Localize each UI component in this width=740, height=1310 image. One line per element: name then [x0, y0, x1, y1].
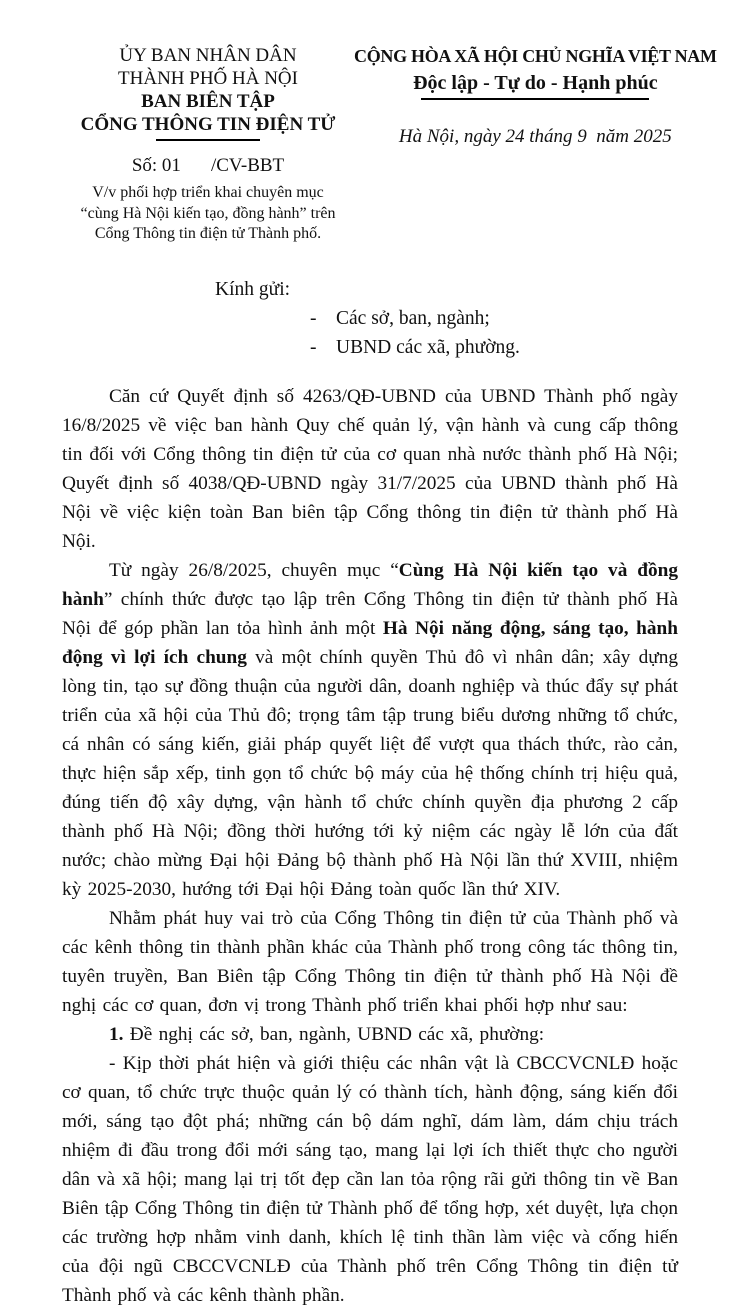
paragraph-text-run: Đề nghị các sở, ban, ngành, UBND các xã, phường: — [123, 1023, 545, 1045]
subject-line-2: “cùng Hà Nội kiến tạo, đồng hành” trên — [80, 204, 336, 222]
paragraph — [62, 382, 678, 556]
paragraph-bold-run: 1. — [109, 1023, 124, 1045]
recipient-list — [62, 304, 678, 362]
recipient-text: UBND các xã, phường. — [336, 336, 520, 358]
list-dash-marker: - — [310, 307, 317, 329]
subject-line-3: Cổng Thông tin điện tử Thành phố. — [94, 225, 322, 242]
subject-line-1: V/v phối hợp triển khai chuyên mục — [92, 184, 324, 201]
paragraph — [62, 1020, 678, 1049]
place-date-line: Hà Nội, ngày 24 tháng 9 năm 2025 — [398, 126, 672, 147]
agency-name-line1: BAN BIÊN TẬP — [141, 91, 275, 112]
paragraph-text-run: - Kịp thời phát hiện và giới thiệu các nhân vật là CBCCVCNLĐ hoặc cơ quan, tổ chức trực thuộc quản lý có thành tích, hành động, sáng kiến đổi mới, sáng tạo đột phá; những cán bộ dám nghĩ, dám làm, dám chịu trách nhiệm đi đầu trong đổi mới sáng tạo, mang lại lợi ích thiết thực cho người dân và xã hội; mang lại trị tốt đẹp cần lan tỏa rộng rãi gửi thông tin về Ban Biên tập Cổng Thông tin điện tử Thành phố để tổng hợp, xét duyệt, lựa chọn các trường hợp nhằm vinh danh, khích lệ tinh thần làm việc và cống hiến của đội ngũ CBCCVCNLĐ của Thành phố trên Cổng Thông tin điện tử Thành phố và các kênh thành phần. — [62, 1052, 678, 1306]
salutation: Kính gửi: — [215, 278, 291, 300]
document-number-suffix: /CV-BBT — [210, 155, 285, 176]
motto-underline — [421, 98, 649, 100]
paragraph-text-run: Nhằm phát huy vai trò của Cổng Thông tin điện tử của Thành phố và các kênh thông tin thành phần khác của Thành phố trong công tác thông tin, tuyên truyền, Ban Biên tập Cổng Thông tin điện tử thành phố Hà Nội đề nghị các cơ quan, đơn vị trong Thành phố triển khai phối hợp như sau: — [62, 907, 678, 1016]
paragraph-text-run: Từ ngày 26/8/2025, chuyên mục “ — [109, 559, 399, 581]
document-body — [62, 382, 678, 1310]
national-header-block — [354, 44, 717, 148]
recipient-text: Các sở, ban, ngành; — [336, 307, 490, 329]
list-dash-marker: - — [310, 336, 317, 358]
agency-parent-line2: THÀNH PHỐ HÀ NỘI — [118, 68, 298, 89]
paragraph — [62, 556, 678, 904]
document-subject — [62, 183, 354, 245]
agency-name-line2: CỔNG THÔNG TIN ĐIỆN TỬ — [80, 114, 336, 135]
paragraph-bold-run: Cùng Hà Nội kiến tạo và đồng hành — [62, 559, 678, 610]
recipient-item — [310, 304, 678, 333]
issuing-agency-block — [62, 44, 354, 245]
recipient-item — [310, 333, 678, 362]
paragraph — [62, 904, 678, 1020]
agency-underline — [156, 139, 260, 141]
paragraph-text-run: Căn cứ Quyết định số 4263/QĐ-UBND của UBND Thành phố ngày 16/8/2025 về việc ban hành Quy chế quản lý, vận hành và cung cấp thông tin đối với Cổng thông tin điện tử của cơ quan nhà nước thành phố Hà Nội; Quyết định số 4038/QĐ-UBND ngày 31/7/2025 của UBND thành phố Hà Nội về việc kiện toàn Ban biên tập Cổng thông tin điện tử thành phố Hà Nội. — [62, 385, 678, 552]
paragraph — [62, 1049, 678, 1310]
document-number-label: Số: 01 — [131, 155, 181, 176]
agency-parent-line1: ỦY BAN NHÂN DÂN — [119, 45, 297, 66]
paragraph-text-run: và một chính quyền Thủ đô vì nhân dân; xây dựng lòng tin, tạo sự đồng thuận của người dân, doanh nghiệp và thúc đẩy sự phát triển của xã hội của Thủ đô; trọng tâm tập trung biểu dương những tổ chức, cá nhân có sáng kiến, giải pháp quyết liệt để vượt qua thách thức, rào cản, thực hiện sắp xếp, tinh gọn tổ chức bộ máy của hệ thống chính trị hiệu quả, đúng tiến độ xây dựng, vận hành tổ chức chính quyền địa phương 2 cấp thành phố Hà Nội; đồng thời hướng tới kỷ niệm các ngày lễ lớn của đất nước; chào mừng Đại hội Đảng bộ thành phố Hà Nội lần thứ XVIII, nhiệm kỳ 2025-2030, hướng tới Đại hội Đảng toàn quốc lần thứ XIV. — [62, 646, 678, 900]
paragraph-text-run: ” chính thức được tạo lập trên Cổng Thông tin điện tử thành phố Hà Nội để góp phần lan tỏa hình ảnh một — [62, 588, 678, 639]
national-motto: Độc lập - Tự do - Hạnh phúc — [413, 72, 658, 94]
paragraph-bold-run: Hà Nội năng động, sáng tạo, hành động vì lợi ích chung — [62, 617, 678, 668]
document-header — [62, 44, 717, 245]
national-title: CỘNG HÒA XÃ HỘI CHỦ NGHĨA VIỆT NAM — [354, 46, 717, 66]
document-number — [62, 151, 354, 180]
